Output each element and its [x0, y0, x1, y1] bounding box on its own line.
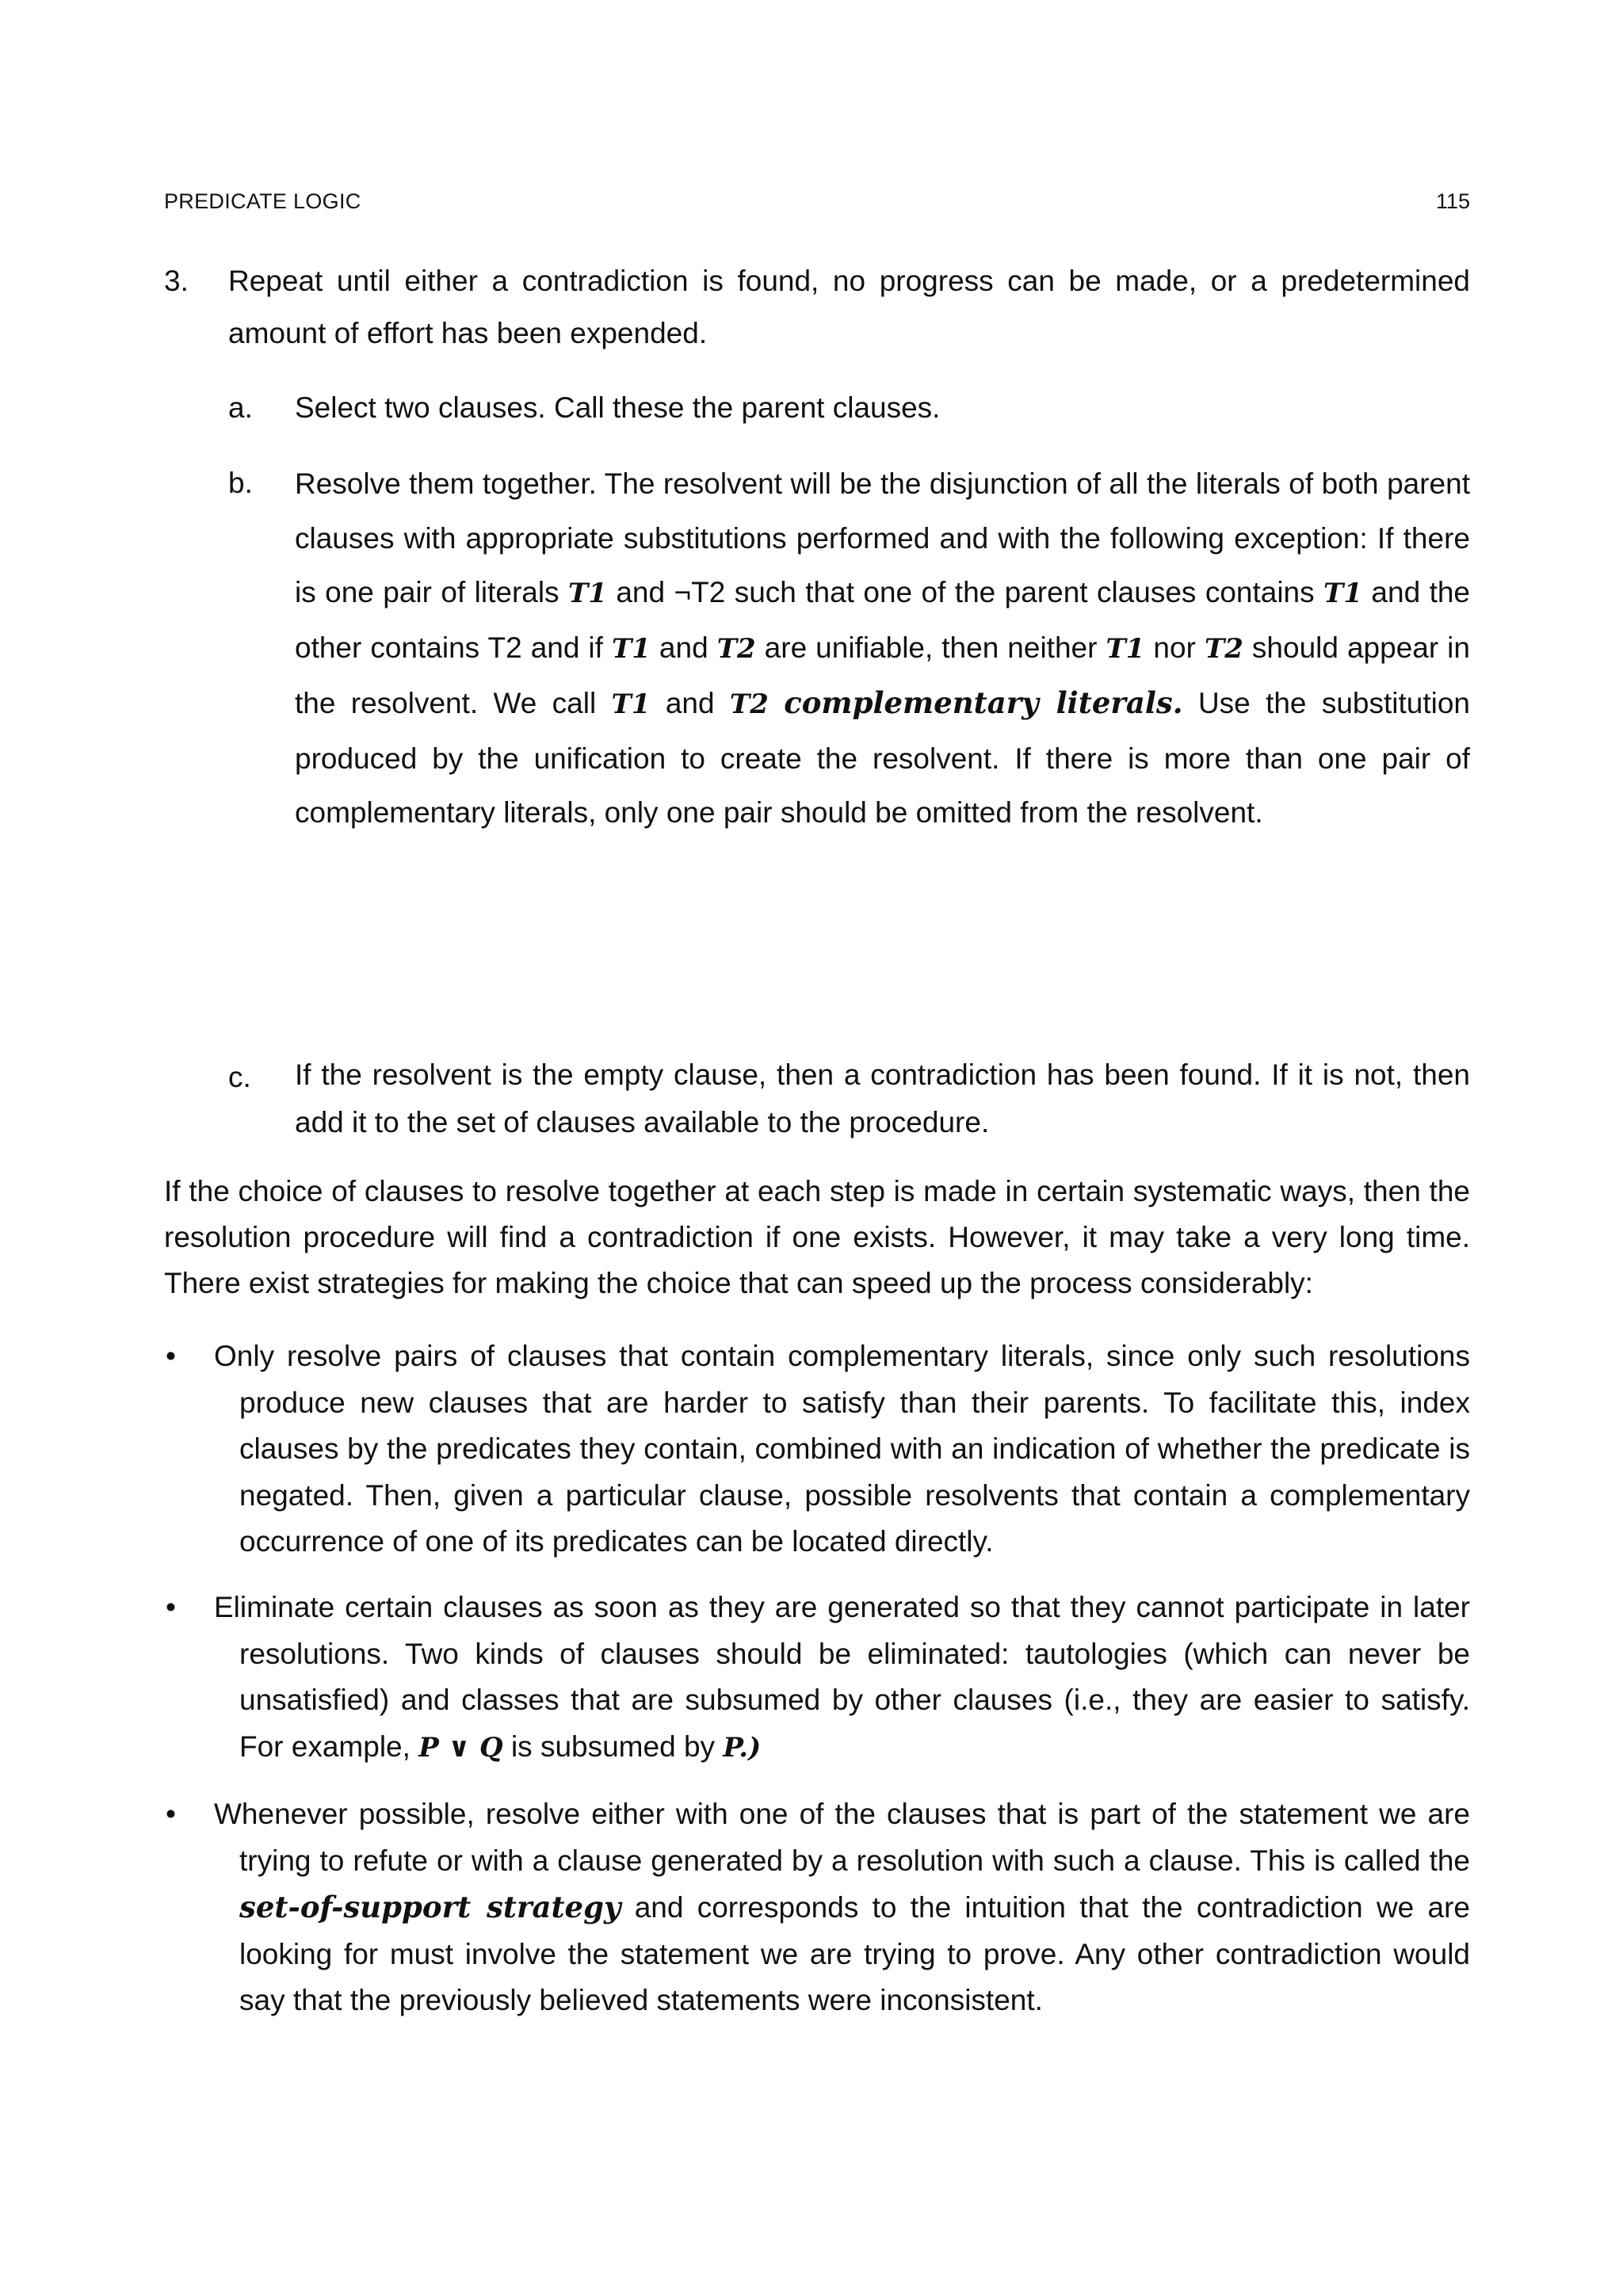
bullet-2-part: is subsumed by	[502, 1730, 724, 1763]
page-number: 115	[1435, 189, 1470, 213]
substep-b-part: should appear in the resolvent. We call	[295, 631, 1470, 719]
bullet-3-part: Whenever possible, resolve either with one of the clauses that is part of the statement we are trying to refute or with a clause generated by a resolution with such a clause. This is called the	[214, 1798, 1470, 1877]
bullet-marker: •	[166, 1591, 176, 1623]
literal-t1: T1	[1106, 632, 1145, 665]
step-3-text: Repeat until either a contradiction is found, no progress can be made, or a predetermined amount of effort has been expended.	[228, 265, 1470, 349]
bullet-marker: •	[166, 1340, 176, 1372]
literal-t1: T1	[567, 578, 607, 609]
substep-c-text: If the resolvent is the empty clause, then a contradiction has been found. If it is not, then add it to the set of clauses available to the procedure.	[295, 1058, 1470, 1138]
literal-t1: T1	[611, 688, 651, 720]
substep-b-part: and	[606, 576, 674, 608]
literal-neg-t2: ¬T2	[674, 576, 726, 608]
substep-b-part: such that one of the parent clauses contains	[725, 576, 1324, 608]
bullet-marker: •	[166, 1798, 176, 1830]
strategies-intro-paragraph: If the choice of clauses to resolve together at each step is made in certain systematic ways, then the resolution procedure will find a contradiction if one exists. However, it may take a very long time. There exist strategies for making the choice that can speed up the process considerably:	[164, 1175, 1470, 1299]
substep-b-part: are unifiable, then neither	[755, 631, 1106, 664]
expression-p-or-q: P ∨ Q	[418, 1731, 503, 1764]
substep-b-part: Use the substitution produced by the unification to create the resolvent. If there is more than one pair of complementary literals, only one pair should be omitted from the resolvent.	[295, 687, 1471, 829]
literal-t2: T2	[716, 632, 756, 665]
bullet-2-part: Eliminate certain clauses as soon as they are generated so that they cannot participate in later resolutions. Two kinds of clauses should be eliminated: tautologies (which can never be unsatisfied) and classes that are subsumed by other clauses (i.e., they are easier to satisfy. For example,	[214, 1591, 1470, 1763]
term-set-of-support-strategy: set-of-support strategy	[239, 1890, 621, 1924]
running-header-title: PREDICATE LOGIC	[164, 189, 361, 213]
substep-b-part: nor	[1144, 631, 1205, 664]
expression-p: P.)	[723, 1731, 762, 1764]
substep-b-part: and the other contains T2 and if	[295, 576, 1471, 664]
substep-a-text: Select two clauses. Call these the parent clauses.	[295, 391, 941, 424]
bullet-3-part: and corresponds to the intuition that the contradiction we are looking for must involve the statement we are trying to prove. Any other contradiction would say that the previously believed statements were inconsistent.	[239, 1891, 1470, 2016]
substep-b-text	[295, 457, 1470, 841]
substep-c-marker: c.	[228, 1061, 251, 1093]
substep-a-marker: a.	[228, 391, 253, 424]
substep-b-part: and	[650, 631, 717, 664]
literal-t2: T2	[1204, 632, 1243, 665]
literal-t2: T2	[729, 688, 769, 720]
substep-b-marker: b.	[228, 467, 253, 499]
literal-t1: T1	[1323, 578, 1363, 609]
substep-b-part: Resolve them together. The resolvent will be the disjunction of all the literals of both parent clauses with appropriate substitutions performed and with the following exception: If there is one pair of literals	[295, 467, 1470, 608]
bullet-2-text	[214, 1585, 1470, 1771]
bullet-1-text: Only resolve pairs of clauses that contain complementary literals, since only such resolutions produce new clauses that are harder to satisfy than their parents. To facilitate this, index clauses by the predicates they contain, combined with an indication of whether the predicate is negated. Then, given a particular clause, possible resolvents that contain a complementary occurrence of one of its predicates can be located directly.	[214, 1340, 1470, 1558]
step-3-marker: 3.	[164, 265, 189, 297]
literal-t1: T1	[611, 632, 651, 665]
term-complementary-literals: complementary literals.	[784, 685, 1183, 720]
substep-b-part: and	[650, 687, 730, 719]
bullet-3-text	[214, 1791, 1470, 2024]
